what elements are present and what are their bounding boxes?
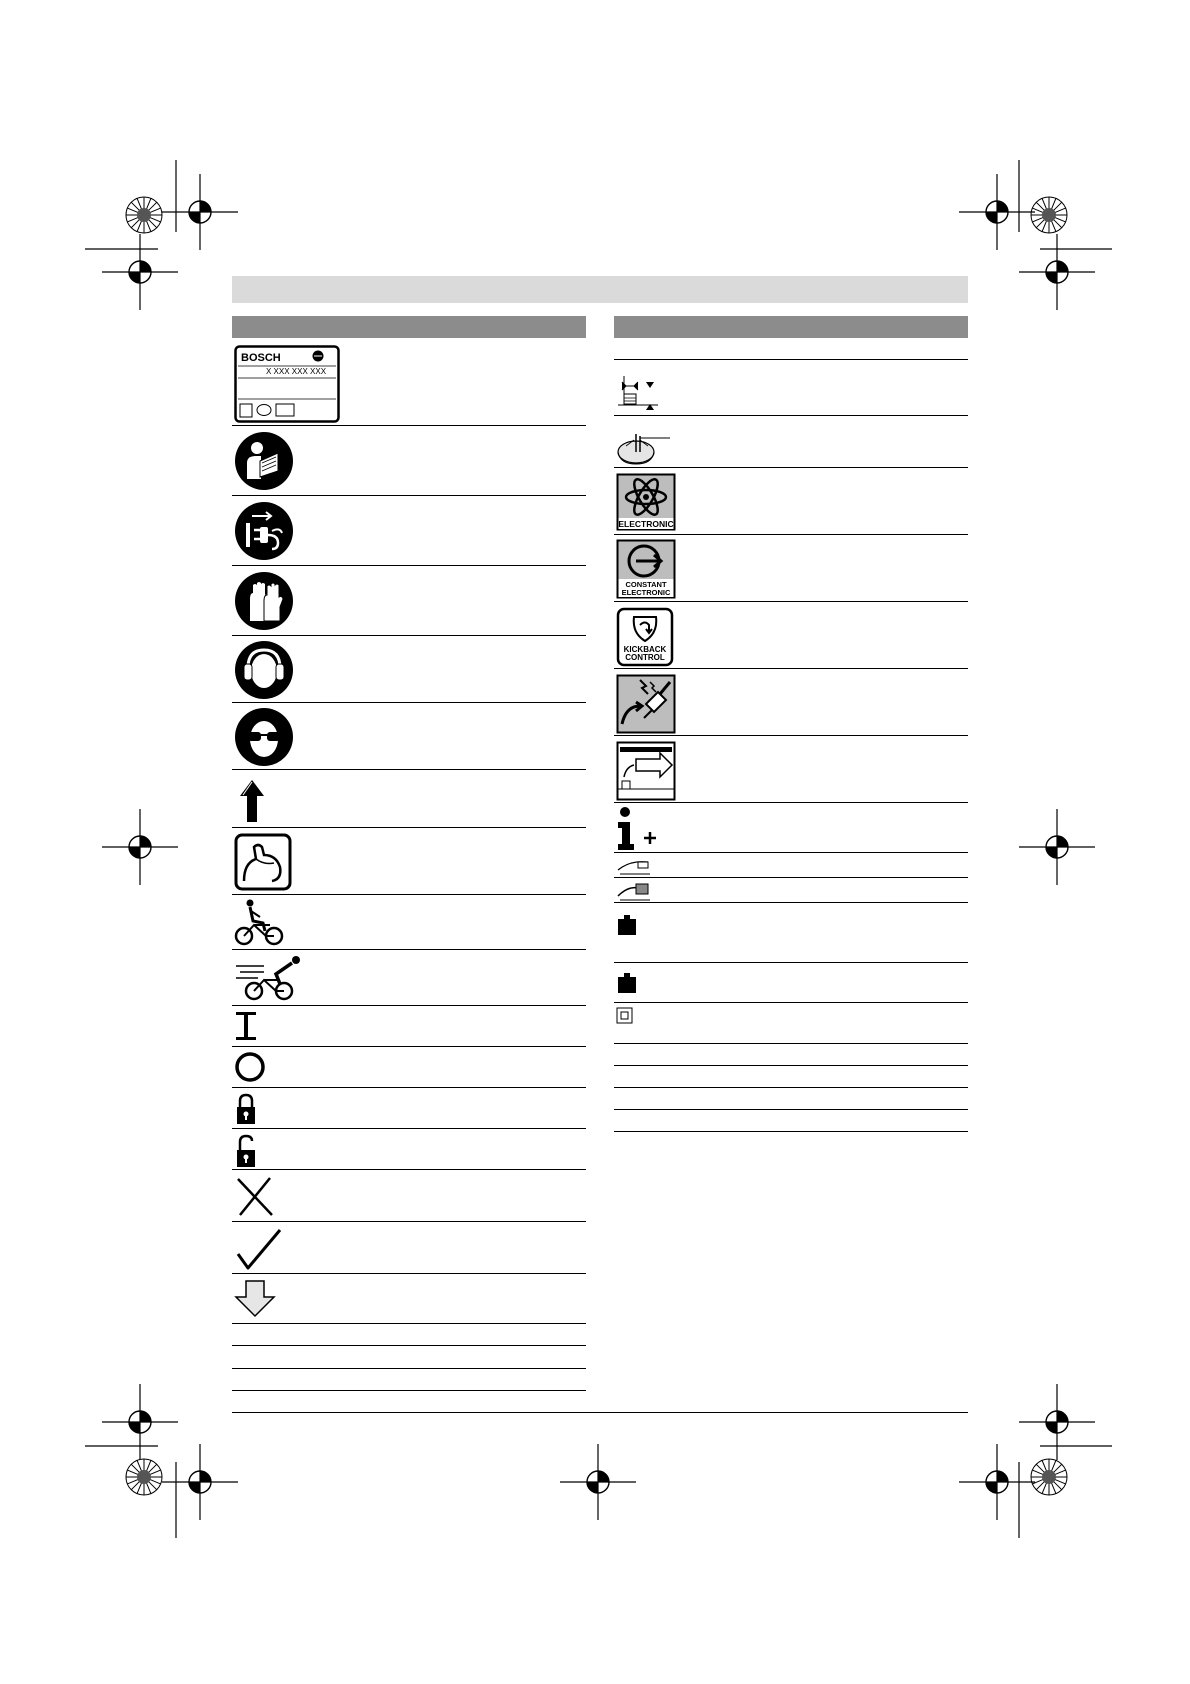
row-wear-gloves [232, 566, 586, 636]
hand-position-1-icon [616, 856, 652, 876]
row-empty-r2 [614, 1044, 968, 1066]
row-restart-protection [614, 669, 968, 736]
cyclist-slow-icon [234, 899, 284, 947]
row-empty-r1 [614, 338, 968, 360]
constant-label-1: CONSTANT [625, 580, 667, 589]
hand-position-2-icon [616, 880, 652, 902]
row-empty-r4 [614, 1088, 968, 1110]
row-allowed [232, 1222, 586, 1274]
electronic-badge-icon [616, 473, 676, 531]
info-plus-icon [616, 806, 660, 852]
cutting-depth-icon [616, 374, 660, 412]
row-constant-electronic [614, 535, 968, 602]
weight-2-icon [616, 971, 640, 995]
checkmark-icon [234, 1226, 284, 1272]
row-prohibited [232, 1170, 586, 1222]
row-weight-1 [614, 903, 968, 963]
cyclist-fast-icon [234, 954, 304, 1002]
symbols-table-right [614, 316, 968, 1132]
constant-electronic-badge-icon [616, 539, 676, 599]
row-cutting-disc [614, 416, 968, 468]
row-empty-4 [232, 1391, 586, 1413]
row-empty-r5 [614, 1110, 968, 1132]
eye-protection-icon [234, 707, 294, 767]
row-disconnect-plug [232, 496, 586, 566]
gloves-icon [234, 571, 294, 631]
row-strength [232, 828, 586, 895]
row-switch-on [232, 1006, 586, 1047]
disconnect-plug-icon [234, 501, 294, 561]
page-bottom-rule [232, 1412, 968, 1413]
direction-arrow-icon [234, 776, 274, 824]
row-ear-protection [232, 636, 586, 703]
electronic-label: ELECTRONIC [618, 519, 674, 529]
row-empty-3 [232, 1369, 586, 1391]
symbols-table-left [232, 316, 586, 1413]
row-empty-1 [232, 1324, 586, 1346]
cross-icon [234, 1175, 278, 1219]
column-header-left [232, 316, 586, 338]
kickback-label-1: KICKBACK [623, 645, 667, 654]
arm-strength-icon [234, 833, 292, 891]
down-arrow-icon [234, 1279, 278, 1319]
row-empty-r3 [614, 1066, 968, 1088]
column-header-right [614, 316, 968, 338]
nameplate-icon [234, 345, 340, 423]
speed-preselection-icon [616, 741, 676, 801]
row-hand-position-1 [614, 853, 968, 878]
weight-1-icon [616, 913, 640, 937]
row-cutting-depth [614, 360, 968, 416]
protection-class-icon [616, 1007, 634, 1025]
row-eye-protection [232, 703, 586, 770]
constant-label-2: ELECTRONIC [621, 588, 671, 597]
row-accessories [232, 1274, 586, 1324]
row-direction-arrow [232, 770, 586, 828]
lock-closed-icon [234, 1092, 260, 1126]
row-empty-2 [232, 1346, 586, 1369]
row-hand-position-2 [614, 878, 968, 903]
restart-protection-icon [616, 674, 676, 734]
row-rpm-preselection [614, 736, 968, 803]
nameplate-number: X XXX XXX XXX [266, 367, 327, 376]
row-high-speed [232, 950, 586, 1006]
ear-protection-icon [234, 640, 294, 700]
row-kickback-control [614, 602, 968, 669]
row-weight-2 [614, 963, 968, 1003]
row-read-manual [232, 426, 586, 496]
page-header-bar [232, 276, 968, 303]
lock-open-icon [234, 1133, 260, 1169]
row-protection-class [614, 1003, 968, 1044]
switch-off-icon [234, 1051, 268, 1085]
row-low-speed [232, 895, 586, 950]
switch-on-icon [234, 1010, 260, 1042]
row-nameplate [232, 338, 586, 426]
nameplate-brand: BOSCH [241, 352, 281, 364]
kickback-label-2: CONTROL [625, 653, 665, 662]
row-additional-info [614, 803, 968, 853]
kickback-control-badge-icon [616, 607, 676, 667]
row-switch-off [232, 1047, 586, 1088]
cutting-disc-icon [616, 430, 672, 466]
row-locked [232, 1088, 586, 1129]
read-manual-icon [234, 431, 294, 491]
row-unlocked [232, 1129, 586, 1170]
row-electronic [614, 468, 968, 535]
